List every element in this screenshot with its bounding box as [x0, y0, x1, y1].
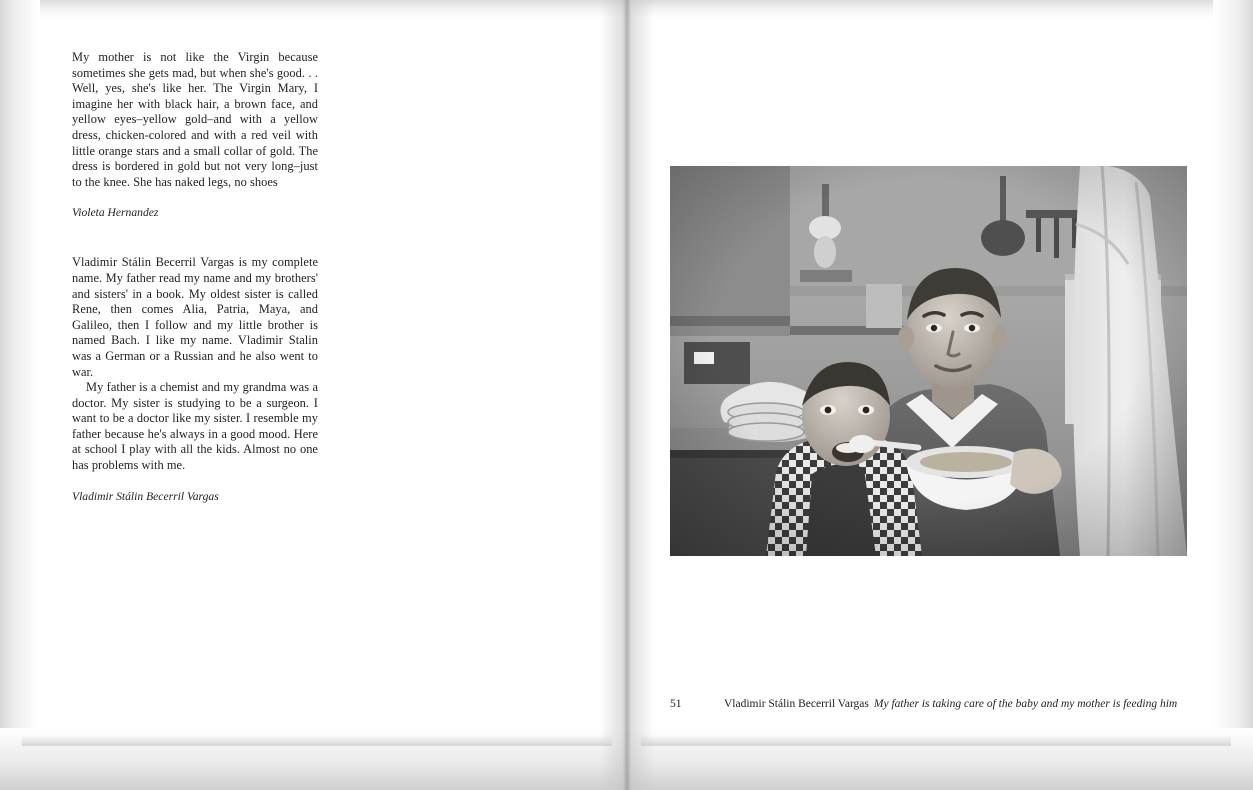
- caption-photo-title: My father is taking care of the baby and my mother is feeding him: [873, 698, 1178, 710]
- caption: [641, 698, 1229, 710]
- left-page: [24, 14, 612, 754]
- entry-divider: [72, 219, 318, 255]
- right-page: [641, 14, 1229, 754]
- page-number: 51: [670, 698, 682, 710]
- entry-2-body-paragraph-2: My father is a chemist and my grandma was a doctor. My sister is studying to be a surgeon. I want to be a doctor like my sister. I resemble my father because he's always in a good mood. Here at school I play with all the kids. Almost no one has problems with me.: [72, 380, 318, 473]
- photograph: [670, 166, 1187, 556]
- entry-2-body-paragraph-1: Vladimir Stálin Becerril Vargas is my complete name. My father read my name and my brothers' and sisters' in a book. My oldest sister is called Rene, then comes Alia, Patria, Maya, and Galileo, then I follow and my little brother is named Bach. I like my name. Vladimir Stalin was a German or a Russian and he also went to war.: [72, 255, 318, 379]
- caption-author-name: Vladimir Stálin Becerril Vargas: [724, 698, 869, 710]
- entry-2-byline: Vladimir Stálin Becerril Vargas: [72, 489, 219, 503]
- entry-1-byline: Violeta Hernandez: [72, 206, 159, 220]
- text-column: [72, 50, 318, 503]
- entry-1-body: My mother is not like the Virgin because sometimes she gets mad, but when she's good. . . Well, yes, she's like her. The Virgin Mary, I imagine her with black hair, a brown face, and yellow eyes–yellow gold–and with a yellow dress, chicken-colored and with a red veil with little orange stars and a small collar of gold. The dress is bordered in gold but not very long–just to the knee. She has naked legs, no shoes: [72, 50, 318, 189]
